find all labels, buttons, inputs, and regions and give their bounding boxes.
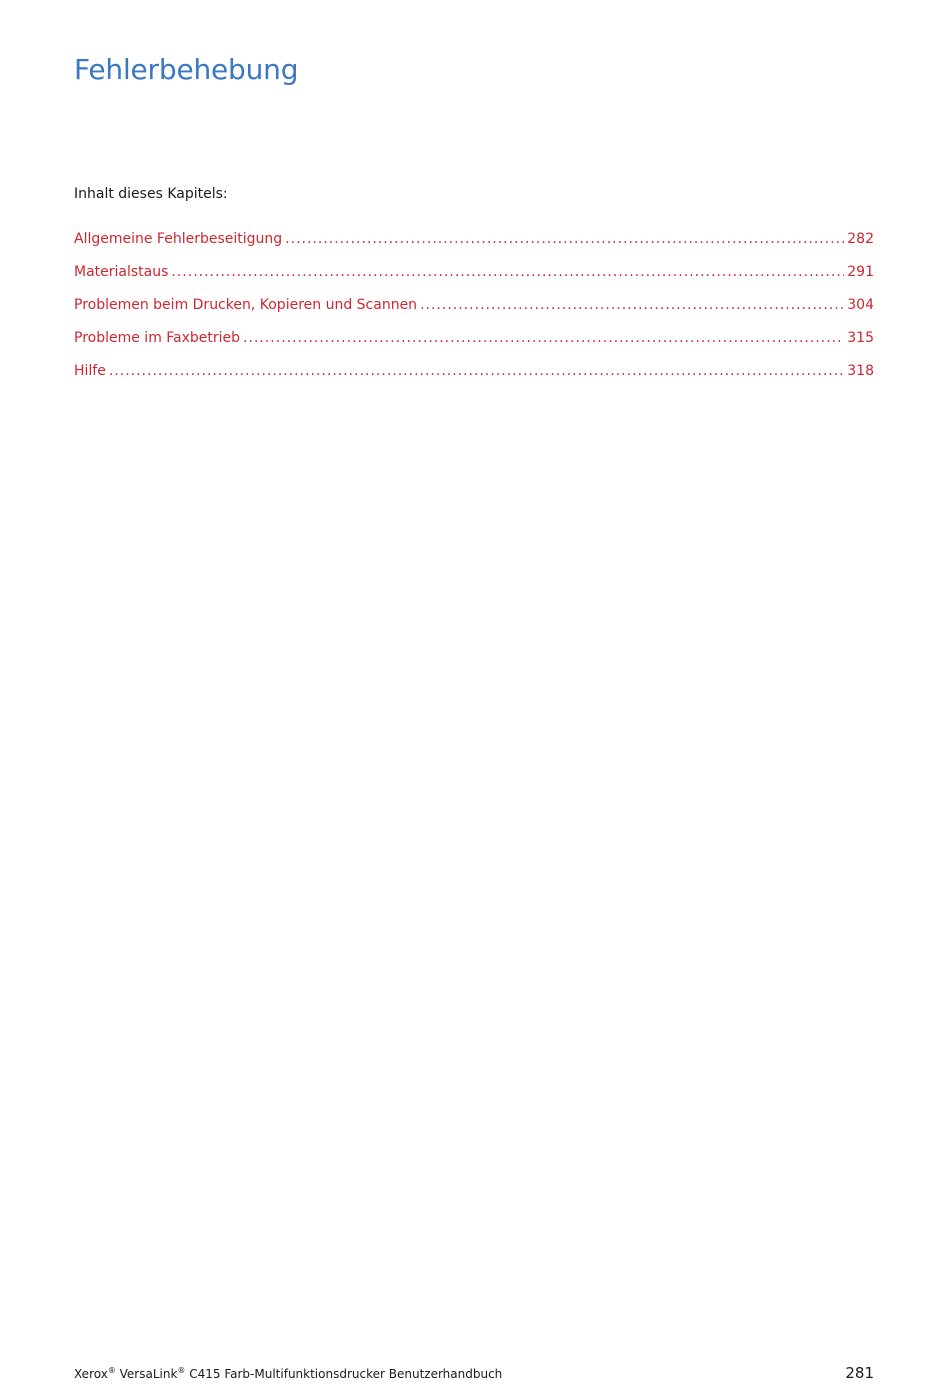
toc-entry-label[interactable]: Allgemeine Fehlerbeseitigung xyxy=(74,231,283,247)
toc-entry-page[interactable]: 304 xyxy=(847,297,874,313)
toc-entry-label[interactable]: Probleme im Faxbetrieb xyxy=(74,330,241,346)
toc-entry-probleme-im-faxbetrieb[interactable] xyxy=(74,328,874,361)
toc-entry-hilfe[interactable] xyxy=(74,361,874,394)
footer-document-title xyxy=(74,1365,502,1383)
toc-entry-label[interactable]: Hilfe xyxy=(74,363,106,379)
footer-product: VersaLink xyxy=(119,1367,178,1381)
registered-mark: ® xyxy=(107,1366,116,1375)
toc-entry-page[interactable]: 291 xyxy=(847,264,874,280)
toc-entry-allgemeine-fehlerbeseitigung[interactable] xyxy=(74,229,874,262)
toc-entry-page[interactable]: 318 xyxy=(847,363,874,379)
toc-entry-probleme-drucken-kopieren-scannen[interactable] xyxy=(74,295,874,328)
footer-model-text: C415 Farb-Multifunktionsdrucker Benutzerhandbuch xyxy=(189,1367,503,1381)
registered-mark: ® xyxy=(177,1366,186,1375)
table-of-contents xyxy=(74,229,874,394)
toc-entry-label[interactable]: Materialstaus xyxy=(74,264,169,280)
toc-entry-page[interactable]: 282 xyxy=(847,231,874,247)
toc-dot-leader xyxy=(285,229,844,249)
chapter-title: Fehlerbehebung xyxy=(74,53,299,86)
toc-dot-leader xyxy=(420,295,844,315)
page-footer xyxy=(74,1364,874,1384)
toc-dot-leader xyxy=(109,361,844,381)
toc-dot-leader xyxy=(171,262,844,282)
contents-heading: Inhalt dieses Kapitels: xyxy=(74,186,228,202)
footer-brand: Xerox xyxy=(74,1367,108,1381)
page-number: 281 xyxy=(845,1364,874,1382)
toc-entry-label[interactable]: Problemen beim Drucken, Kopieren und Scannen xyxy=(74,297,418,313)
toc-entry-materialstaus[interactable] xyxy=(74,262,874,295)
toc-dot-leader xyxy=(243,328,844,348)
toc-entry-page[interactable]: 315 xyxy=(847,330,874,346)
